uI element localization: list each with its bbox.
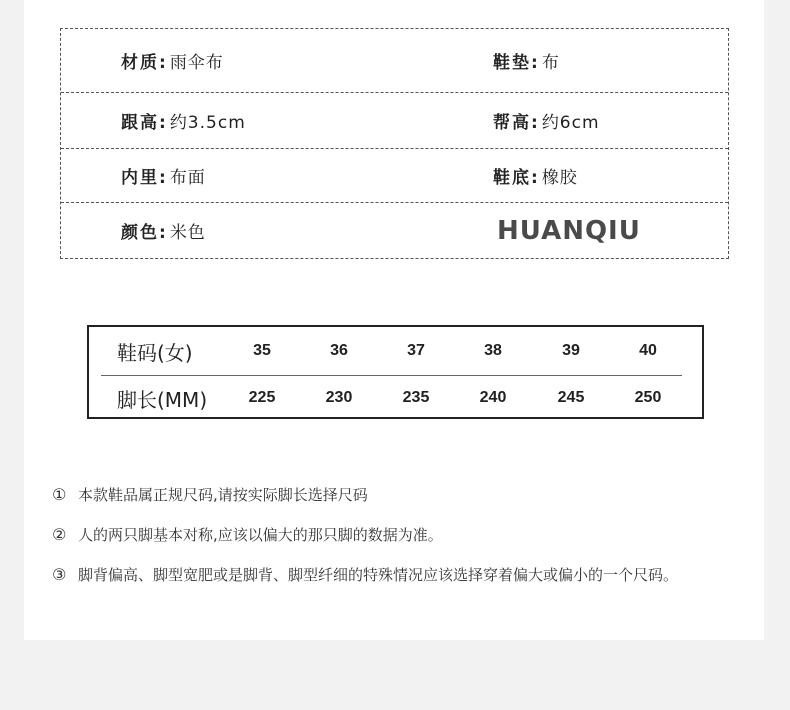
note-text: 脚背偏高、脚型宽肥或是脚背、脚型纤细的特殊情况应该选择穿着偏大或偏小的一个尺码。 bbox=[78, 566, 679, 584]
spec-value: 布 bbox=[541, 53, 560, 73]
length-value: 225 bbox=[248, 389, 276, 406]
spec-cell bbox=[121, 93, 246, 148]
spec-key: 跟高: bbox=[121, 113, 168, 133]
size-value: 40 bbox=[639, 342, 657, 359]
note-text: 本款鞋品属正规尺码,请按实际脚长选择尺码 bbox=[78, 486, 368, 504]
note-number: ② bbox=[52, 525, 67, 544]
spec-row bbox=[61, 148, 728, 202]
spec-row bbox=[61, 29, 728, 92]
spec-key: 鞋垫: bbox=[493, 53, 540, 73]
note-item bbox=[52, 564, 678, 585]
brand-logo-text: HUANQIU bbox=[497, 215, 641, 246]
length-value: 230 bbox=[325, 389, 353, 406]
note-number: ③ bbox=[52, 565, 67, 584]
size-divider bbox=[101, 375, 682, 376]
spec-value: 约3.5cm bbox=[169, 113, 246, 133]
spec-cell bbox=[121, 29, 224, 92]
spec-key: 颜色: bbox=[121, 223, 168, 243]
size-table bbox=[87, 325, 704, 419]
brand-logo bbox=[497, 203, 641, 258]
length-value: 240 bbox=[479, 389, 507, 406]
size-row-label: 鞋码(女) bbox=[117, 340, 193, 365]
note-text: 人的两只脚基本对称,应该以偏大的那只脚的数据为准。 bbox=[78, 526, 443, 544]
size-value: 36 bbox=[330, 342, 348, 359]
size-value: 38 bbox=[484, 342, 502, 359]
spec-row bbox=[61, 92, 728, 148]
note-item bbox=[52, 524, 443, 545]
spec-cell bbox=[493, 29, 560, 92]
spec-cell bbox=[121, 149, 206, 202]
size-row-label: 脚长(MM) bbox=[117, 387, 208, 412]
spec-value: 米色 bbox=[169, 223, 206, 243]
spec-key: 内里: bbox=[121, 168, 168, 188]
spec-key: 材质: bbox=[121, 53, 168, 73]
spec-value: 橡胶 bbox=[541, 168, 578, 188]
spec-cell bbox=[121, 203, 206, 258]
spec-key: 帮高: bbox=[493, 113, 540, 133]
size-row-shoe-size bbox=[89, 333, 702, 369]
spec-table bbox=[60, 28, 729, 259]
note-item bbox=[52, 484, 368, 505]
length-value: 235 bbox=[402, 389, 430, 406]
note-number: ① bbox=[52, 485, 67, 504]
spec-row bbox=[61, 202, 728, 258]
spec-cell bbox=[493, 93, 600, 148]
spec-value: 布面 bbox=[169, 168, 206, 188]
size-row-foot-length bbox=[89, 380, 702, 416]
spec-value: 约6cm bbox=[541, 113, 600, 133]
size-value: 39 bbox=[562, 342, 580, 359]
spec-value: 雨伞布 bbox=[169, 53, 224, 73]
length-value: 250 bbox=[634, 389, 662, 406]
size-value: 37 bbox=[407, 342, 425, 359]
length-value: 245 bbox=[557, 389, 585, 406]
spec-key: 鞋底: bbox=[493, 168, 540, 188]
size-value: 35 bbox=[253, 342, 271, 359]
spec-cell bbox=[493, 149, 578, 202]
